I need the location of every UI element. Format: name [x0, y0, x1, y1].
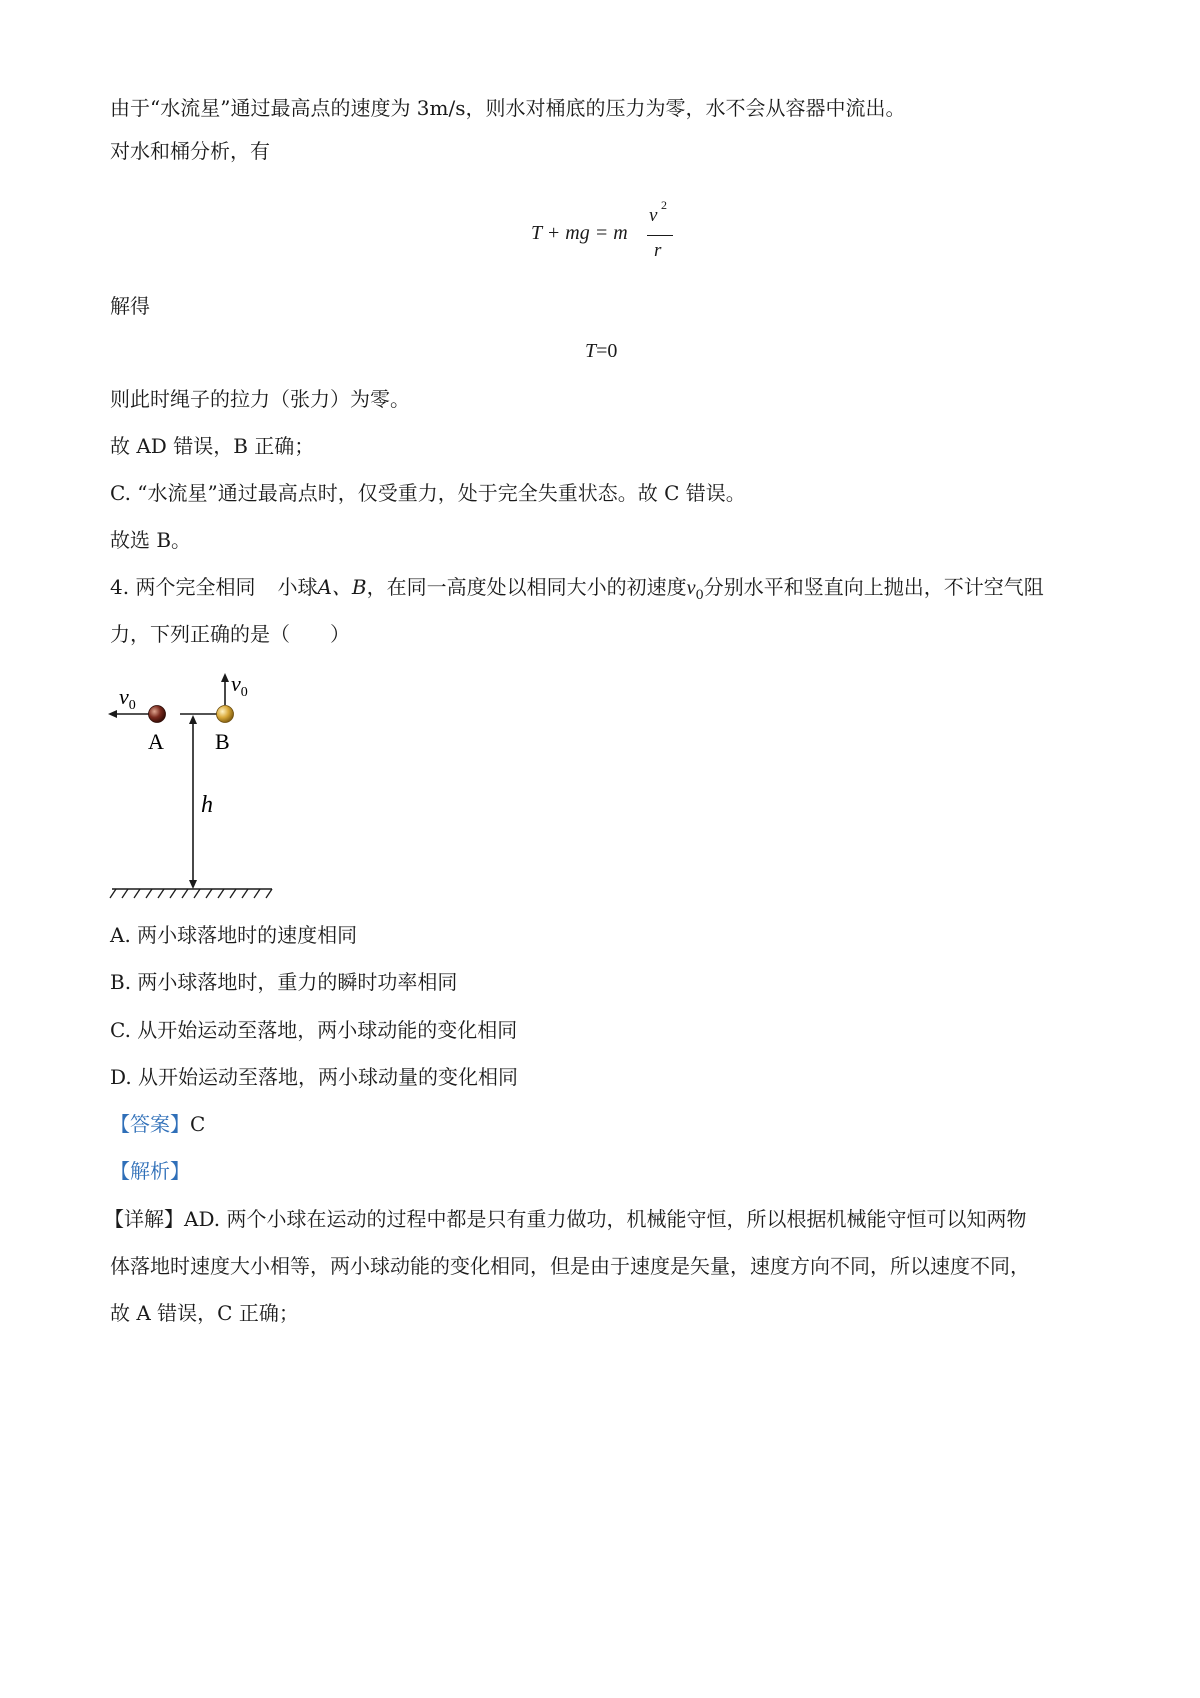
ball-a [149, 706, 166, 723]
equation-2-rest: =0 [596, 340, 618, 362]
text-line-4: 则此时绳子的拉力（张力）为零。 [110, 387, 410, 411]
horizontal-arrow-head [108, 710, 117, 718]
option-a: A. 两小球落地时的速度相同 [110, 923, 358, 947]
text-line-6: C. “水流星”通过最高点时，仅受重力，处于完全失重状态。故 C 错误。 [110, 481, 746, 505]
ball-b-label: B [215, 729, 230, 754]
equation-1-lhs: T + mg = m [531, 222, 628, 244]
equation-1-exponent: 2 [661, 198, 667, 212]
answer-line [110, 1110, 205, 1138]
v0-left-label: $v_0$ [119, 684, 136, 713]
analysis-tag: 【解析】 [110, 1159, 190, 1183]
option-c: C. 从开始运动至落地，两小球动能的变化相同 [110, 1018, 518, 1042]
height-arrow-top [189, 715, 197, 724]
height-label: h [201, 792, 213, 818]
projectile-figure [100, 660, 280, 905]
height-arrow-bottom [189, 880, 197, 889]
text-line-5: 故 AD 错误，B 正确； [110, 434, 315, 458]
answer-value: C [190, 1112, 206, 1136]
equation-2 [585, 337, 617, 365]
equation-1-numerator: v [649, 205, 658, 226]
fraction-bar [647, 235, 673, 236]
question-4-line-1: 4. 两个完全相同 小球A、B，在同一高度处以相同大小的初速度$v_0$分别水平和竖直向上抛出，不计空气阻 [110, 575, 1044, 603]
text-line-3: 解得 [110, 294, 150, 318]
question-4-line-2: 力，下列正确的是（ ） [110, 622, 350, 646]
detail-line-3: 故 A 错误，C 正确； [110, 1301, 299, 1325]
vertical-arrow-head [221, 673, 229, 682]
option-b: B. 两小球落地时，重力的瞬时功率相同 [110, 970, 458, 994]
v0-up-label: $v_0$ [231, 671, 248, 700]
detail-tag: 【详解】 [104, 1207, 184, 1231]
ball-b [217, 706, 234, 723]
question-number: 4. 两个完全相同 [110, 575, 256, 599]
ball-names: A、B [317, 575, 367, 599]
equation-1-denominator: r [654, 240, 662, 261]
detail-line-1: 【详解】AD. 两个小球在运动的过程中都是只有重力做功，机械能守恒，所以根据机械能守恒可以知两物 [104, 1207, 1027, 1231]
answer-tag: 【答案】 [110, 1112, 190, 1136]
ball-a-label: A [148, 729, 164, 754]
ground-hatching [110, 889, 272, 898]
equation-2-var: T [585, 340, 597, 362]
option-d: D. 从开始运动至落地，两小球动量的变化相同 [110, 1065, 519, 1089]
text-line-2: 对水和桶分析，有 [110, 139, 270, 163]
text-line-7: 故选 B。 [110, 528, 192, 552]
text-line-1: 由于“水流星”通过最高点的速度为 3m/s，则水对桶底的压力为零，水不会从容器中流出。 [110, 96, 906, 120]
detail-line-2: 体落地时速度大小相等，两小球动能的变化相同，但是由于速度是矢量，速度方向不同，所以速度不同， [110, 1254, 1030, 1278]
